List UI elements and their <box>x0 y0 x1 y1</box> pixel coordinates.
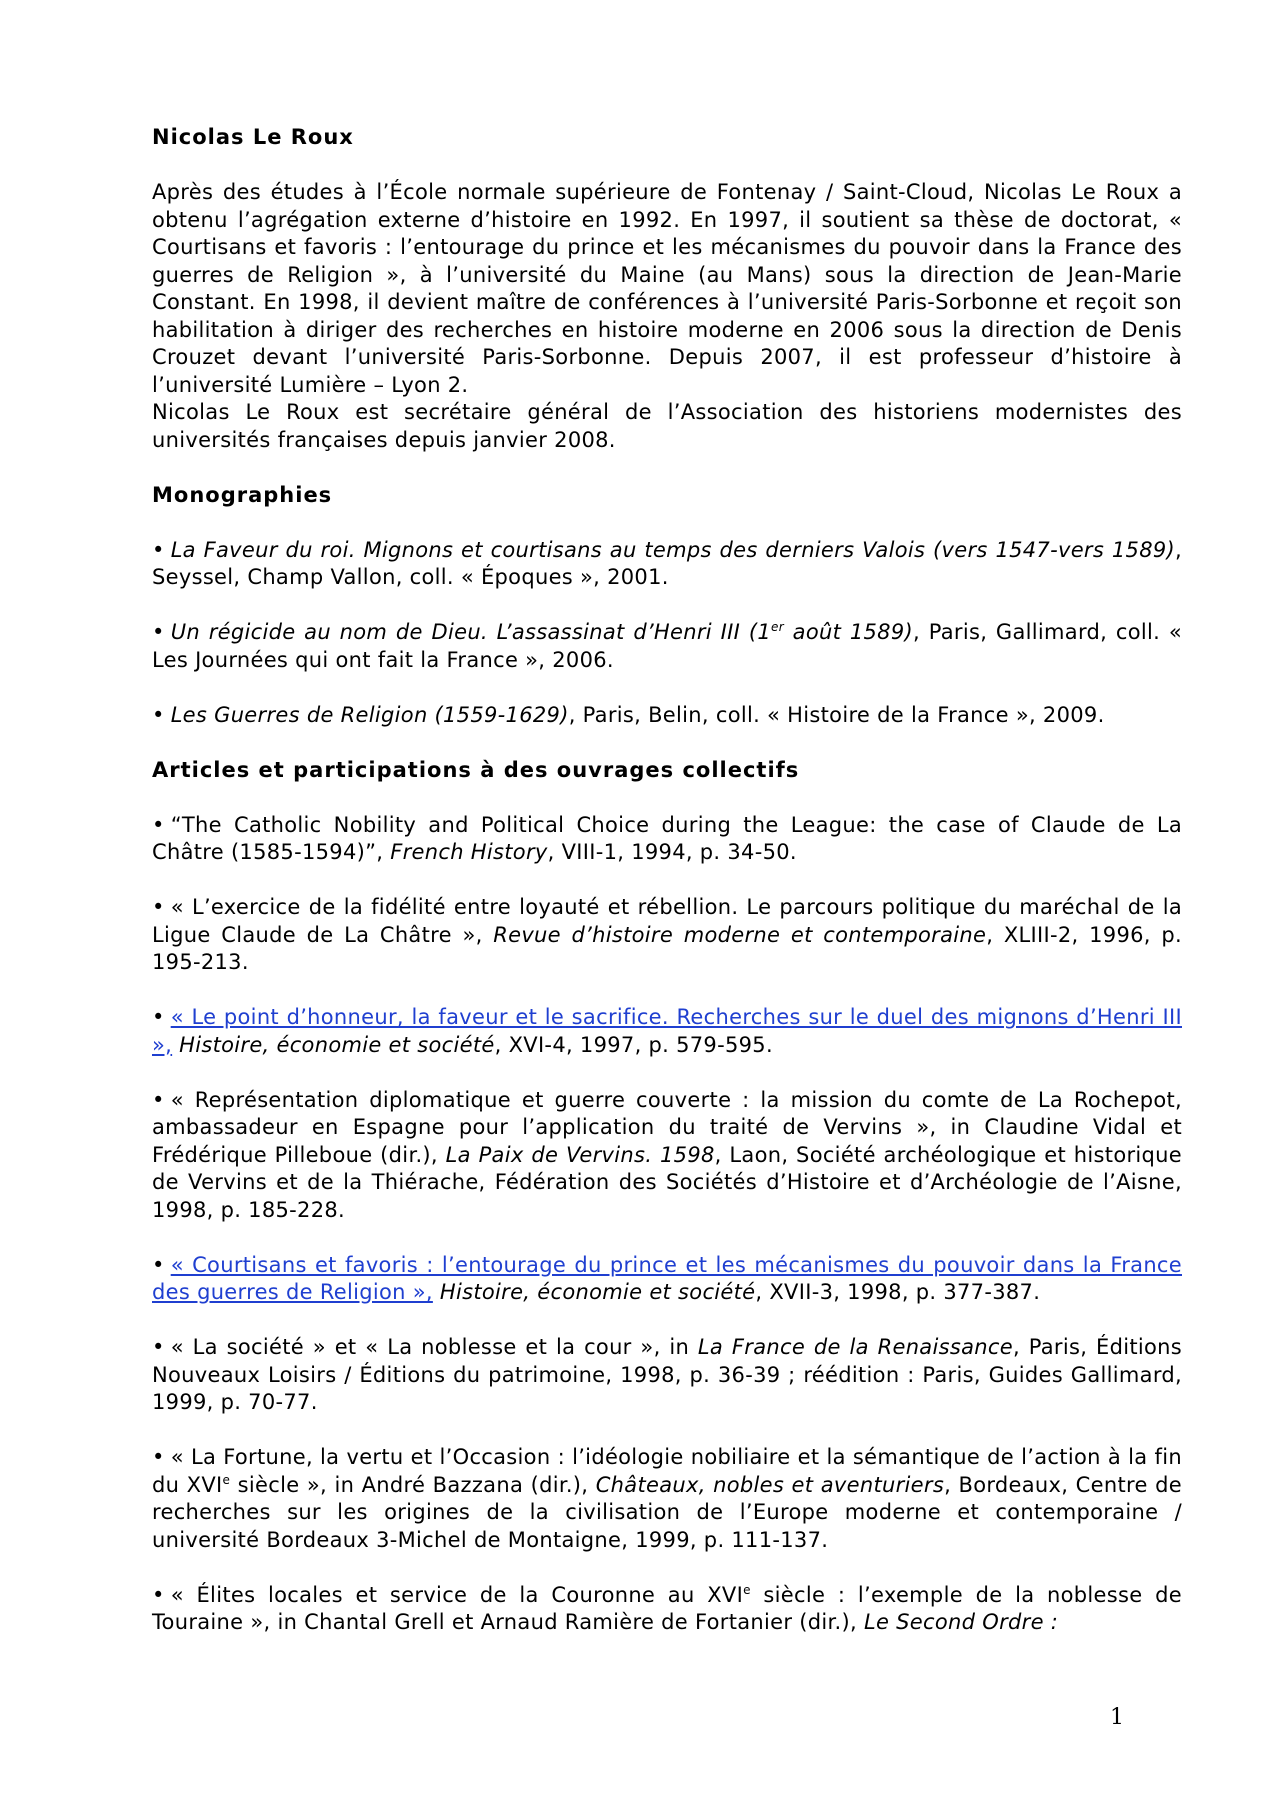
monograph-details: , Paris, Gallimard, coll. « Les Journées qui ont fait la France », 2006. <box>152 620 1182 672</box>
book-title: Le Second Ordre : <box>863 1610 1059 1634</box>
bullet-icon: • <box>152 1252 165 1277</box>
monograph-details: , Seyssel, Champ Vallon, coll. « Époques », 2001. <box>152 537 1182 589</box>
bio-paragraph-secondary: Nicolas Le Roux est secrétaire général de l’Association des historiens modernistes des universités françaises depuis janvier 2008. <box>152 400 1182 452</box>
article-item: • « Le point d’honneur, la faveur et le sacrifice. Recherches sur le duel des mignons d’Henri III », Histoire, économie et société, XVI-4, 1997, p. 579-595. <box>152 1005 1182 1057</box>
bullet-icon: • <box>152 1445 165 1469</box>
book-title: Châteaux, nobles et aventuriers <box>595 1472 945 1497</box>
book-title: La France de la Renaissance <box>697 1335 1013 1359</box>
monograph-details: , Paris, Belin, coll. « Histoire de la France », 2009. <box>568 702 1105 727</box>
bullet-icon: • <box>152 702 165 727</box>
journal-title: Revue d’histoire moderne et contemporaine <box>493 922 987 947</box>
journal-title: Histoire, économie et société <box>179 1032 495 1057</box>
bullet-icon: • <box>152 1005 165 1029</box>
bullet-icon: • <box>152 1582 165 1607</box>
bullet-icon: • <box>152 1335 165 1359</box>
monograph-title: Les Guerres de Religion (1559-1629) <box>170 702 569 727</box>
bullet-icon: • <box>152 895 165 919</box>
monograph-item <box>152 702 1182 730</box>
article-item: • « La Fortune, la vertu et l’Occasion : l’idéologie nobiliaire et la sémantique de l’action à la fin du XVIe siècle », in André Bazzana (dir.), Châteaux, nobles et aventuriers, Bordeaux, Centre de recherches sur les origines de la civilisation de l’Europe moderne et contemporaine / université Bordeaux 3-Michel de Montaigne, 1999, p. 111-137. <box>152 1445 1182 1552</box>
article-item: • « Élites locales et service de la Couronne au XVIe siècle : l’exemple de la noblesse de Touraine », in Chantal Grell et Arnaud Ramière de Fortanier (dir.), Le Second Ordre : <box>152 1582 1182 1634</box>
section-title-articles: Articles et participations à des ouvrages collectifs <box>152 757 800 782</box>
article-item: • « L’exercice de la fidélité entre loyauté et rébellion. Le parcours politique du maréchal de la Ligue Claude de La Châtre », Revue d’histoire moderne et contemporaine, XLIII-2, 1996, p. 195-213. <box>152 895 1182 974</box>
bullet-icon: • <box>152 1087 165 1112</box>
article-item: • “The Catholic Nobility and Political Choice during the League: the case of Claude de La Châtre (1585-1594)”, French History, VIII-1, 1994, p. 34-50. <box>152 812 1182 864</box>
bullet-icon: • <box>152 620 165 644</box>
journal-title: Histoire, économie et société <box>439 1280 756 1304</box>
monograph-title: La Faveur du roi. Mignons et courtisans au temps des derniers Valois (vers 1547-vers 1589) <box>170 537 1176 562</box>
article-item: • « Représentation diplomatique et guerre couverte : la mission du comte de La Rochepot, ambassadeur en Espagne pour l’application du traité de Vervins », in Claudine Vidal et Frédérique Pilleboue (dir.), La Paix de Vervins. 1598, Laon, Société archéologique et historique de Vervins et de la Thiérache, Fédération des Sociétés d’Histoire et d’Archéologie de l’Aisne, 1998, p. 185-228. <box>152 1087 1182 1222</box>
document-body <box>152 124 1182 1664</box>
journal-title: French History <box>390 840 548 864</box>
bullet-icon: • <box>152 812 165 837</box>
bullet-icon: • <box>152 537 165 562</box>
article-item: • « Courtisans et favoris : l’entourage du prince et les mécanismes du pouvoir dans la France des guerres de Religion », Histoire, économie et société, XVII-3, 1998, p. 377-387. <box>152 1252 1182 1304</box>
article-item: • « La société » et « La noblesse et la cour », in La France de la Renaissance, Paris, Éditions Nouveaux Loisirs / Éditions du patrimoine, 1998, p. 36-39 ; réédition : Paris, Guides Gallimard, 1999, p. 70-77. <box>152 1335 1183 1414</box>
monograph-item <box>152 619 1182 674</box>
page-number: 1 <box>1110 1705 1124 1730</box>
monograph-title: Un régicide au nom de Dieu. L’assassinat d’Henri III (1er août 1589) <box>170 620 913 644</box>
monograph-item <box>152 537 1182 592</box>
section-title-monographs: Monographies <box>152 482 333 507</box>
article-link[interactable]: « Courtisans et favoris : l’entourage du prince et les mécanismes du pouvoir dans la France des guerres de Religion », <box>152 1252 1182 1304</box>
bio-paragraph: Après des études à l’École normale supérieure de Fontenay / Saint-Cloud, Nicolas Le Roux a obtenu l’agrégation externe d’histoire en 1992. En 1997, il soutient sa thèse de doctorat, « Courtisans et favoris : l’entourage du prince et les mécanismes du pouvoir dans la France des guerres de Religion », à l’université du Maine (au Mans) sous la direction de Jean-Marie Constant. En 1998, il devient maître de conférences à l’université Paris-Sorbonne et reçoit son habilitation à diriger des recherches en histoire moderne en 2006 sous la direction de Denis Crouzet devant l’université Paris-Sorbonne. Depuis 2007, il est professeur d’histoire à l’université Lumière – Lyon 2. <box>152 180 1182 397</box>
book-title: La Paix de Vervins. 1598 <box>445 1142 715 1167</box>
author-name: Nicolas Le Roux <box>152 125 354 149</box>
article-link[interactable]: « Le point d’honneur, la faveur et le sacrifice. Recherches sur le duel des mignons d’Henri III », <box>152 1005 1182 1057</box>
